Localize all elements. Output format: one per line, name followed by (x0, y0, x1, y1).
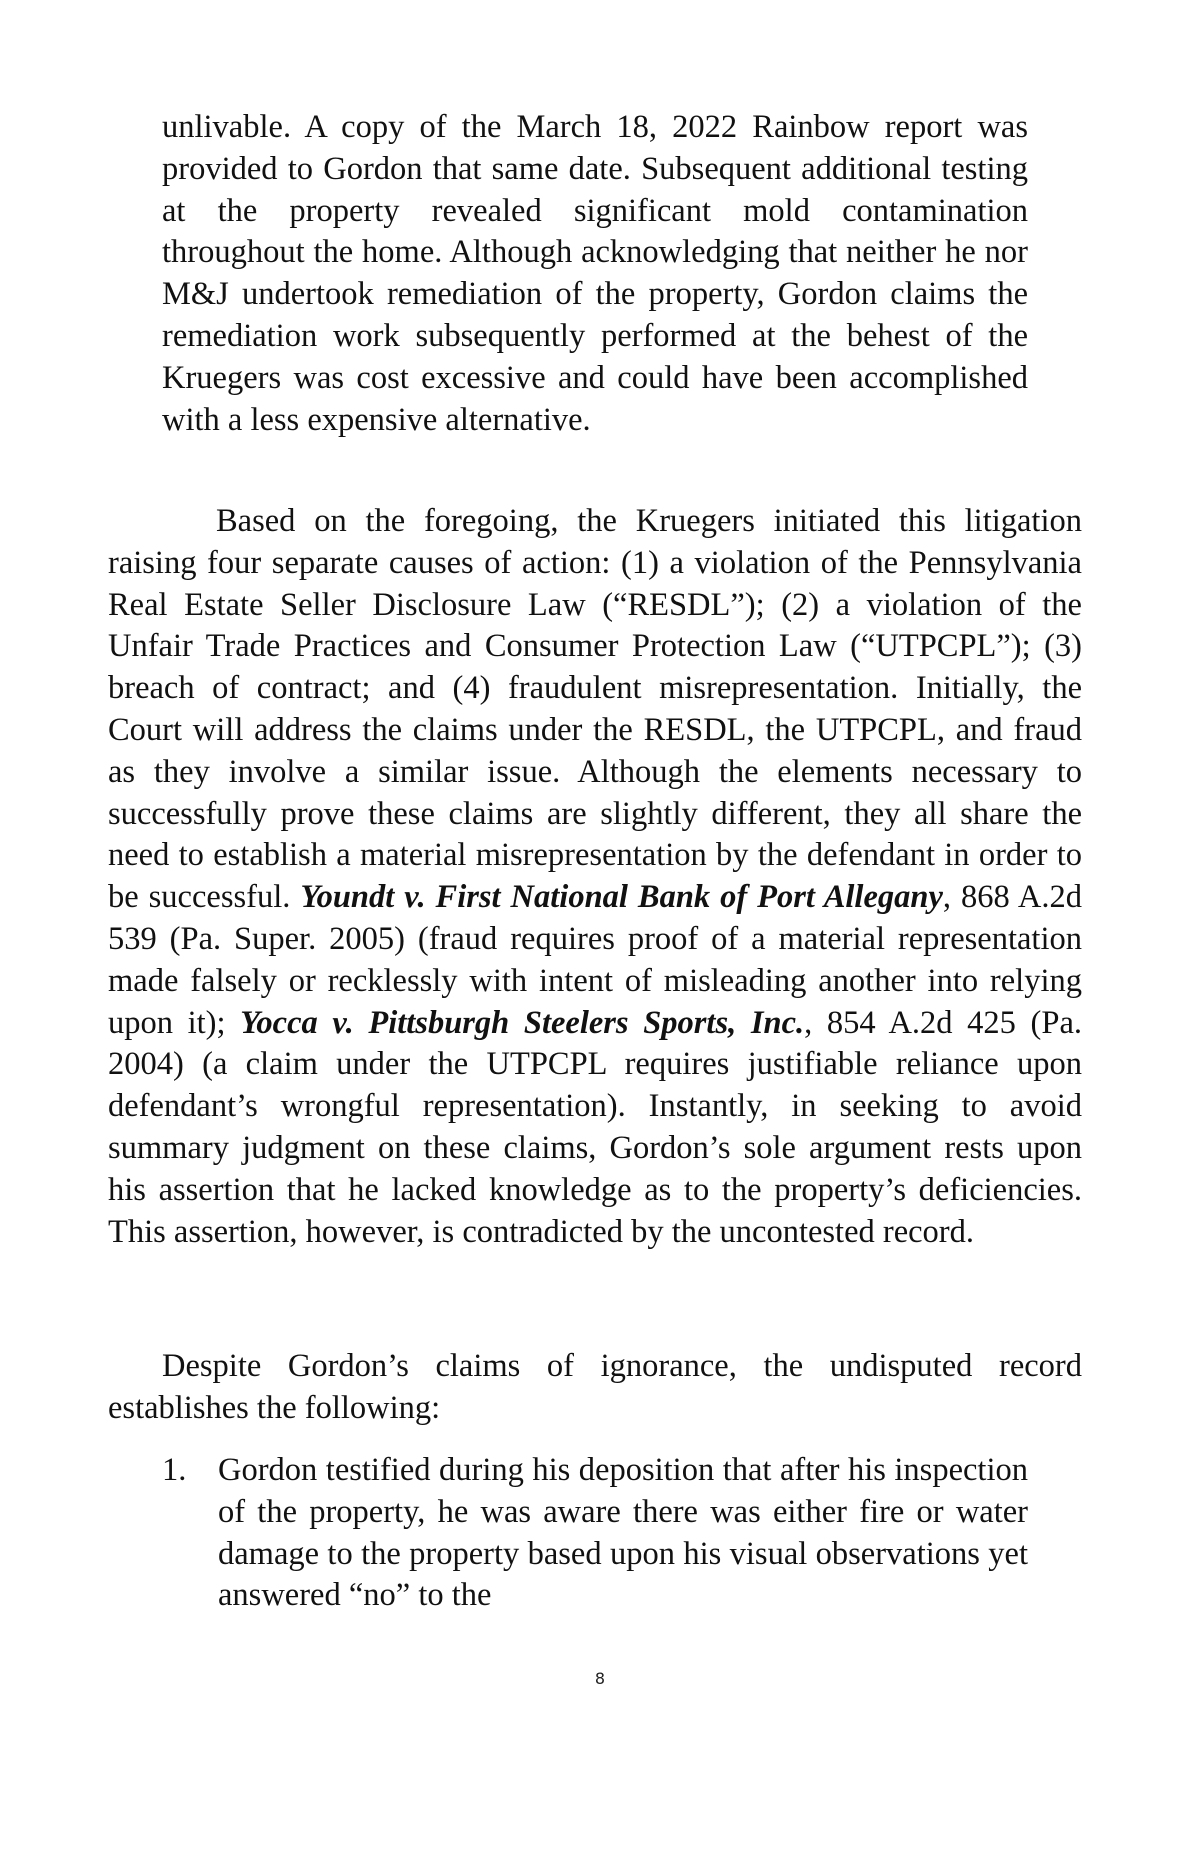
indented-paragraph: unlivable. A copy of the March 18, 2022 Rainbow report was provided to Gordon that same date. Subsequent additional testing at the property revealed significant mold contamination throughout the home. Although acknowledging that neither he nor M&J undertook remediation of the property, Gordon claims the remediation work subsequently performed at the behest of the Kruegers was cost excessive and could have been accomplished with a less expensive alternative. (162, 109, 1028, 438)
paragraph-causes-of-action (108, 501, 1082, 1253)
page-number: 8 (594, 1669, 606, 1688)
citation-text: , 854 A.2d 425 (Pa. 2004) (a claim under the UTPCPL requires justifiable reliance upon defendant’s wrongful representation). Instantly, in seeking to avoid summary judgment on these claims, Gordon’s sole argument rests upon his assertion that he lacked knowledge as to the property’s deficiencies. This assertion, however, is contradicted by the uncontested record. (108, 1004, 1082, 1250)
citation-text: , 868 A.2d 539 (Pa. Super. 2005) (fraud requires proof of a material representation made falsely or recklessly with intent of misleading another into relying upon it); (108, 879, 1083, 1041)
paragraph-text: Based on the foregoing, the Kruegers initiated this litigation raising four separate causes of action: (1) a violation of the Pennsylvania Real Estate Seller Disclosure Law (“RESDL”); (2) a violation of the Unfair Trade Practices and Consumer Protection Law (“UTPCPL”); (3) breach of contract; and (4) fraudulent misrepresentation. Initially, the Court will address the claims under the RESDL, the UTPCPL, and fraud as they involve a similar issue. Although the elements necessary to successfully prove these claims are slightly different, they all share the need to establish a material misrepresentation by the defendant in order to be successful. (108, 503, 1082, 916)
list-number: 1. (162, 1452, 187, 1488)
case-citation-youndt: Youndt v. First National Bank of Port Allegany (300, 879, 943, 916)
case-citation-yocca: Yocca v. Pittsburgh Steelers Sports, Inc. (240, 1004, 805, 1041)
list-item-text: Gordon testified during his deposition that after his inspection of the property, he was aware there was either fire or water damage to the property based upon his visual observations yet answered “no” to the (218, 1452, 1028, 1614)
paragraph-undisputed-record: Despite Gordon’s claims of ignorance, the undisputed record establishes the following: (108, 1348, 1082, 1426)
